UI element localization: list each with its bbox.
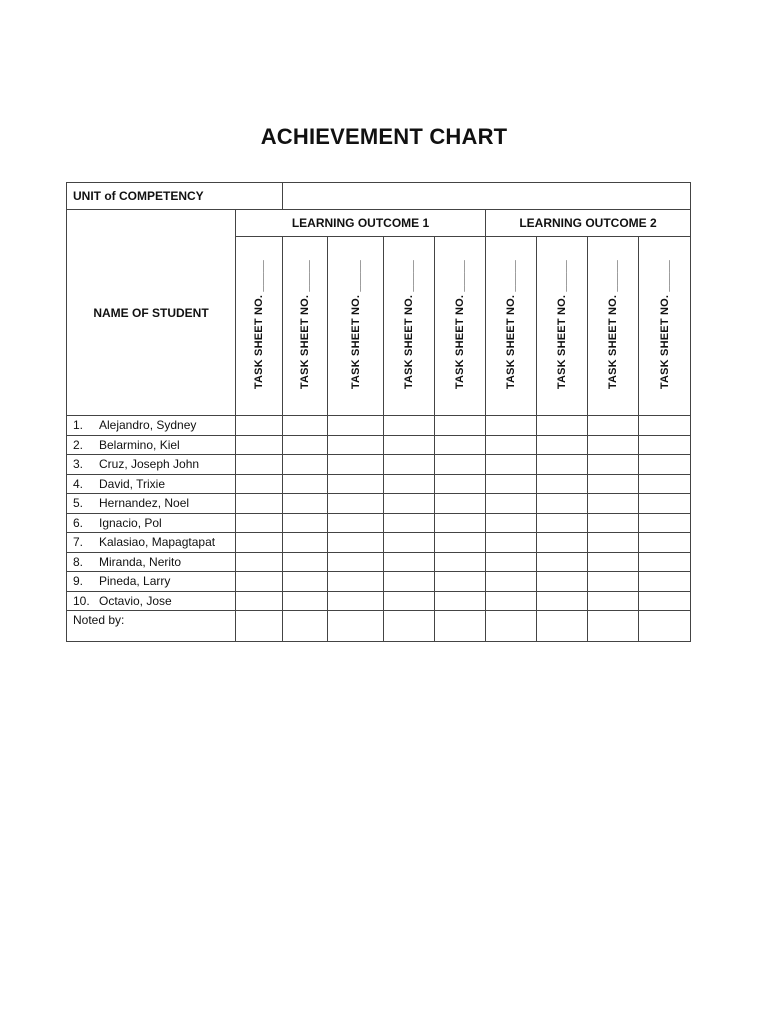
noted-by-cell[interactable] [328,611,384,642]
student-name-cell [67,494,236,514]
score-cell[interactable] [283,474,328,494]
student-row [67,474,691,494]
score-cell[interactable] [639,455,691,475]
task-sheet-label: TASK SHEET NO. _____ [403,259,416,390]
learning-outcome-1-header: LEARNING OUTCOME 1 [236,210,486,237]
task-sheet-header [236,237,283,416]
noted-by-cell[interactable] [639,611,691,642]
task-sheet-label: TASK SHEET NO. _____ [349,259,362,390]
score-cell[interactable] [283,533,328,553]
student-row [67,435,691,455]
score-cell[interactable] [328,435,384,455]
score-cell[interactable] [236,513,283,533]
task-sheet-header [435,237,486,416]
score-cell[interactable] [384,455,435,475]
score-cell[interactable] [435,416,486,436]
student-number: 5. [73,496,84,511]
score-cell[interactable] [537,416,588,436]
task-sheet-header [486,237,537,416]
task-sheet-header [328,237,384,416]
score-cell[interactable] [236,533,283,553]
unit-of-competency-label: UNIT of COMPETENCY [67,183,283,210]
task-sheet-label: TASK SHEET NO. _____ [505,259,518,390]
score-cell[interactable] [486,455,537,475]
score-cell[interactable] [283,552,328,572]
score-cell[interactable] [283,591,328,611]
score-cell[interactable] [588,416,639,436]
score-cell[interactable] [236,572,283,592]
score-cell[interactable] [588,435,639,455]
noted-by-label: Noted by: [67,611,236,642]
student-name-cell [67,416,236,436]
score-cell[interactable] [588,572,639,592]
score-cell[interactable] [486,591,537,611]
student-row [67,416,691,436]
achievement-table [66,182,691,642]
score-cell[interactable] [435,591,486,611]
score-cell[interactable] [384,533,435,553]
score-cell[interactable] [384,572,435,592]
score-cell[interactable] [384,474,435,494]
score-cell[interactable] [283,572,328,592]
score-cell[interactable] [639,533,691,553]
document-title: ACHIEVEMENT CHART [260,124,508,149]
student-name: Pineda, Larry [99,574,171,589]
task-sheet-label: TASK SHEET NO. _____ [454,259,467,390]
noted-by-cell[interactable] [537,611,588,642]
score-cell[interactable] [588,591,639,611]
noted-by-cell[interactable] [384,611,435,642]
score-cell[interactable] [537,474,588,494]
student-name: Miranda, Nerito [99,554,182,569]
student-row [67,572,691,592]
score-cell[interactable] [236,455,283,475]
score-cell[interactable] [588,533,639,553]
student-number: 6. [73,515,84,530]
score-cell[interactable] [328,455,384,475]
score-cell[interactable] [328,474,384,494]
score-cell[interactable] [283,494,328,514]
noted-by-cell[interactable] [283,611,328,642]
student-name-cell [67,513,236,533]
score-cell[interactable] [384,494,435,514]
score-cell[interactable] [384,513,435,533]
noted-by-cell[interactable] [435,611,486,642]
score-cell[interactable] [486,435,537,455]
student-row [67,533,691,553]
score-cell[interactable] [639,513,691,533]
score-cell[interactable] [328,494,384,514]
score-cell[interactable] [486,494,537,514]
learning-outcome-2-header: LEARNING OUTCOME 2 [486,210,691,237]
student-name: Ignacio, Pol [99,515,162,530]
student-name: Hernandez, Noel [99,496,190,511]
score-cell[interactable] [435,572,486,592]
task-sheet-header [639,237,691,416]
student-row [67,513,691,533]
score-cell[interactable] [435,494,486,514]
task-sheet-label: TASK SHEET NO. _____ [607,259,620,390]
student-name-cell [67,533,236,553]
score-cell[interactable] [486,474,537,494]
score-cell[interactable] [236,474,283,494]
score-cell[interactable] [283,416,328,436]
score-cell[interactable] [639,474,691,494]
name-of-student-header: NAME OF STUDENT [67,210,236,416]
task-sheet-header [283,237,328,416]
score-cell[interactable] [639,435,691,455]
score-cell[interactable] [328,591,384,611]
score-cell[interactable] [328,513,384,533]
score-cell[interactable] [236,416,283,436]
student-number: 8. [73,554,84,569]
score-cell[interactable] [588,513,639,533]
score-cell[interactable] [486,572,537,592]
score-cell[interactable] [639,416,691,436]
task-sheet-header [588,237,639,416]
score-cell[interactable] [236,435,283,455]
score-cell[interactable] [328,416,384,436]
student-row [67,552,691,572]
score-cell[interactable] [328,533,384,553]
score-cell[interactable] [384,552,435,572]
task-sheet-label: TASK SHEET NO. _____ [299,259,312,390]
score-cell[interactable] [639,572,691,592]
score-cell[interactable] [537,572,588,592]
score-cell[interactable] [588,552,639,572]
score-cell[interactable] [283,455,328,475]
score-cell[interactable] [537,435,588,455]
score-cell[interactable] [537,513,588,533]
score-cell[interactable] [588,455,639,475]
noted-by-cell[interactable] [588,611,639,642]
score-cell[interactable] [435,474,486,494]
score-cell[interactable] [236,552,283,572]
score-cell[interactable] [328,552,384,572]
score-cell[interactable] [384,416,435,436]
score-cell[interactable] [486,416,537,436]
task-sheet-label: TASK SHEET NO. _____ [253,259,265,390]
task-sheet-label: TASK SHEET NO. _____ [658,259,671,390]
score-cell[interactable] [537,494,588,514]
student-name-cell [67,552,236,572]
score-cell[interactable] [588,474,639,494]
score-cell[interactable] [435,533,486,553]
score-cell[interactable] [384,591,435,611]
score-cell[interactable] [537,591,588,611]
student-name-cell [67,591,236,611]
student-name-cell [67,474,236,494]
student-number: 4. [73,476,84,491]
score-cell[interactable] [639,591,691,611]
score-cell[interactable] [435,455,486,475]
student-row [67,455,691,475]
score-cell[interactable] [236,494,283,514]
student-name-cell [67,455,236,475]
student-name: Alejandro, Sydney [99,418,197,433]
student-number: 9. [73,574,84,589]
student-number: 2. [73,437,84,452]
score-cell[interactable] [537,552,588,572]
score-cell[interactable] [328,572,384,592]
score-cell[interactable] [435,513,486,533]
task-sheet-header [537,237,588,416]
score-cell[interactable] [283,435,328,455]
score-cell[interactable] [486,533,537,553]
student-name: Kalasiao, Mapagtapat [99,535,216,550]
student-row [67,591,691,611]
score-cell[interactable] [588,494,639,514]
score-cell[interactable] [384,435,435,455]
unit-of-competency-field[interactable] [283,183,691,210]
student-number: 10. [73,593,90,608]
noted-by-cell[interactable] [486,611,537,642]
score-cell[interactable] [435,435,486,455]
student-name: Cruz, Joseph John [99,457,200,472]
student-row [67,494,691,514]
score-cell[interactable] [537,533,588,553]
score-cell[interactable] [639,494,691,514]
task-sheet-header [384,237,435,416]
student-name-cell [67,435,236,455]
score-cell[interactable] [639,552,691,572]
score-cell[interactable] [435,552,486,572]
student-number: 7. [73,535,84,550]
score-cell[interactable] [537,455,588,475]
student-number: 1. [73,418,84,433]
student-number: 3. [73,457,84,472]
student-name: David, Trixie [99,476,166,491]
score-cell[interactable] [236,591,283,611]
student-name-cell [67,572,236,592]
score-cell[interactable] [486,513,537,533]
score-cell[interactable] [486,552,537,572]
noted-by-cell[interactable] [236,611,283,642]
task-sheet-label: TASK SHEET NO. _____ [556,259,569,390]
student-name: Octavio, Jose [99,593,172,608]
score-cell[interactable] [283,513,328,533]
student-name: Belarmino, Kiel [99,437,180,452]
